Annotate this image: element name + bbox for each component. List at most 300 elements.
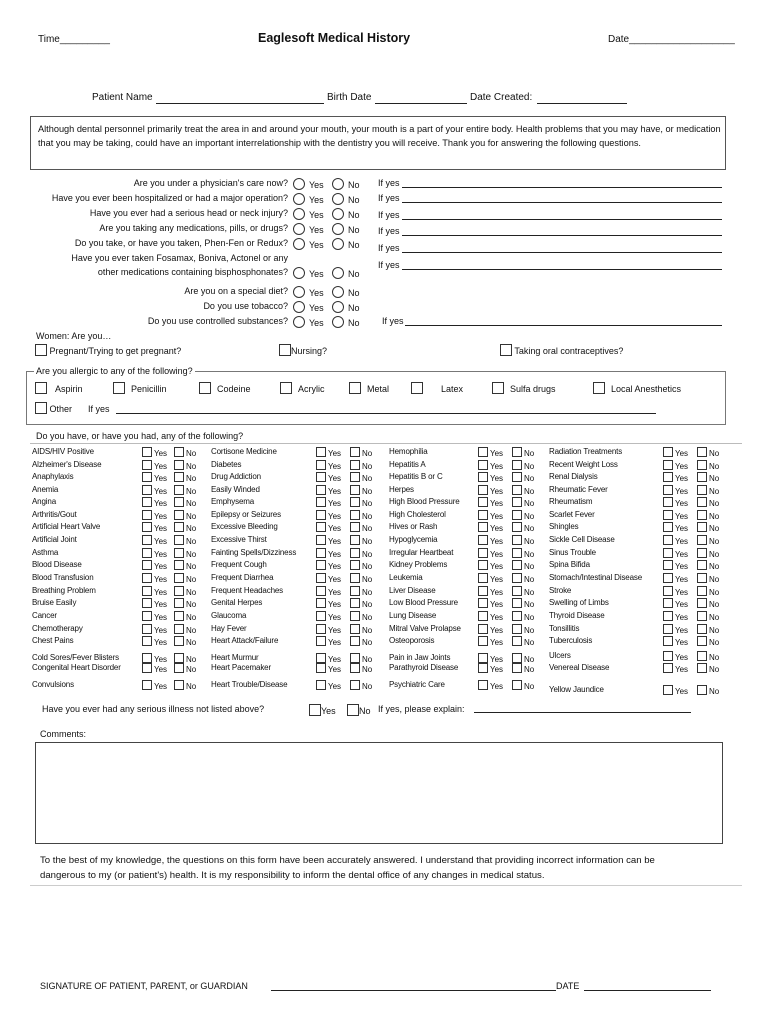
condition-no-option[interactable] [512,522,534,533]
condition-yes-checkbox[interactable] [316,522,326,532]
condition-yes-checkbox[interactable] [142,573,152,583]
condition-no-option[interactable] [350,535,372,546]
condition-no-checkbox[interactable] [697,510,707,520]
condition-no-checkbox[interactable] [174,447,184,457]
condition-no-option[interactable] [697,586,719,597]
yes-radio[interactable] [293,301,305,313]
pregnant-checkbox[interactable] [35,344,47,356]
no-radio[interactable] [332,301,344,313]
condition-yes-option[interactable] [142,560,167,571]
condition-yes-checkbox[interactable] [316,573,326,583]
condition-no-checkbox[interactable] [512,560,522,570]
allergy-option[interactable] [492,382,556,394]
condition-yes-option[interactable] [142,548,167,559]
condition-yes-option[interactable] [663,485,688,496]
condition-yes-checkbox[interactable] [478,548,488,558]
nursing-option[interactable] [279,344,327,356]
no-option[interactable] [332,238,360,250]
condition-yes-checkbox[interactable] [316,472,326,482]
if-yes-field[interactable] [402,219,722,220]
no-option[interactable] [332,193,360,205]
yes-option[interactable] [293,178,324,190]
condition-yes-option[interactable] [316,485,341,496]
condition-no-checkbox[interactable] [174,460,184,470]
pregnant-option[interactable] [35,344,181,356]
condition-yes-option[interactable] [478,560,503,571]
condition-yes-checkbox[interactable] [142,497,152,507]
condition-no-checkbox[interactable] [697,598,707,608]
condition-yes-checkbox[interactable] [478,680,488,690]
condition-yes-option[interactable] [142,598,167,609]
condition-no-option[interactable] [512,535,534,546]
condition-yes-checkbox[interactable] [663,611,673,621]
yes-radio[interactable] [293,223,305,235]
condition-no-checkbox[interactable] [697,586,707,596]
condition-yes-option[interactable] [316,497,341,508]
no-option[interactable] [332,208,360,220]
condition-yes-option[interactable] [142,573,167,584]
signature-date-field[interactable] [584,990,711,991]
condition-no-checkbox[interactable] [697,535,707,545]
condition-yes-option[interactable] [142,663,167,674]
condition-yes-checkbox[interactable] [142,460,152,470]
condition-no-checkbox[interactable] [350,510,360,520]
condition-yes-option[interactable] [663,472,688,483]
condition-no-option[interactable] [697,460,719,471]
condition-yes-option[interactable] [478,485,503,496]
comments-box[interactable] [35,742,723,844]
condition-yes-checkbox[interactable] [142,653,152,663]
contraceptives-option[interactable] [500,344,623,356]
condition-no-checkbox[interactable] [174,472,184,482]
condition-no-checkbox[interactable] [697,573,707,583]
date-created-field[interactable] [537,103,627,104]
condition-yes-checkbox[interactable] [316,624,326,634]
no-radio[interactable] [332,238,344,250]
condition-yes-checkbox[interactable] [316,663,326,673]
condition-yes-option[interactable] [478,510,503,521]
condition-no-option[interactable] [174,522,196,533]
condition-no-option[interactable] [350,460,372,471]
allergy-option[interactable] [113,382,167,394]
condition-no-checkbox[interactable] [697,651,707,661]
condition-no-option[interactable] [174,636,196,647]
condition-no-checkbox[interactable] [350,680,360,690]
no-option[interactable] [332,316,360,328]
condition-yes-option[interactable] [142,497,167,508]
condition-no-checkbox[interactable] [174,497,184,507]
condition-yes-checkbox[interactable] [663,460,673,470]
condition-yes-option[interactable] [142,447,167,458]
condition-yes-checkbox[interactable] [663,497,673,507]
condition-yes-checkbox[interactable] [478,653,488,663]
condition-yes-option[interactable] [478,447,503,458]
condition-no-option[interactable] [512,663,534,674]
condition-no-option[interactable] [697,522,719,533]
patient-name-field[interactable] [156,103,324,104]
condition-yes-checkbox[interactable] [478,447,488,457]
condition-no-option[interactable] [174,611,196,622]
condition-no-checkbox[interactable] [697,522,707,532]
condition-no-option[interactable] [512,624,534,635]
yes-option[interactable] [293,301,324,313]
condition-yes-checkbox[interactable] [663,651,673,661]
condition-yes-checkbox[interactable] [478,611,488,621]
condition-no-checkbox[interactable] [350,636,360,646]
condition-yes-checkbox[interactable] [316,510,326,520]
condition-yes-option[interactable] [478,522,503,533]
yes-radio[interactable] [293,316,305,328]
condition-yes-checkbox[interactable] [663,685,673,695]
condition-no-checkbox[interactable] [174,560,184,570]
allergy-checkbox[interactable] [492,382,504,394]
allergy-checkbox[interactable] [35,382,47,394]
yes-option[interactable] [293,286,324,298]
condition-no-checkbox[interactable] [350,522,360,532]
no-radio[interactable] [332,193,344,205]
condition-yes-checkbox[interactable] [316,447,326,457]
condition-yes-checkbox[interactable] [663,472,673,482]
condition-no-option[interactable] [697,663,719,674]
allergy-checkbox[interactable] [113,382,125,394]
allergy-option[interactable] [199,382,251,394]
serious-explain-field[interactable] [474,712,691,713]
condition-no-checkbox[interactable] [512,653,522,663]
condition-no-option[interactable] [697,510,719,521]
condition-no-option[interactable] [697,497,719,508]
condition-no-option[interactable] [350,611,372,622]
yes-option[interactable] [293,238,324,250]
condition-no-checkbox[interactable] [697,560,707,570]
condition-no-option[interactable] [174,485,196,496]
condition-no-checkbox[interactable] [174,624,184,634]
signature-field[interactable] [271,990,556,991]
condition-yes-option[interactable] [663,548,688,559]
condition-yes-checkbox[interactable] [478,522,488,532]
condition-yes-checkbox[interactable] [316,680,326,690]
condition-no-checkbox[interactable] [350,586,360,596]
condition-no-option[interactable] [350,510,372,521]
yes-radio[interactable] [293,267,305,279]
condition-no-checkbox[interactable] [697,472,707,482]
condition-yes-option[interactable] [316,560,341,571]
condition-no-checkbox[interactable] [350,560,360,570]
condition-yes-checkbox[interactable] [478,535,488,545]
if-yes-field[interactable] [402,252,722,253]
condition-no-checkbox[interactable] [174,573,184,583]
condition-yes-option[interactable] [316,663,341,674]
condition-yes-option[interactable] [663,535,688,546]
condition-no-checkbox[interactable] [697,485,707,495]
condition-no-option[interactable] [350,636,372,647]
condition-yes-option[interactable] [142,472,167,483]
condition-yes-option[interactable] [316,573,341,584]
condition-yes-checkbox[interactable] [663,447,673,457]
condition-yes-checkbox[interactable] [142,680,152,690]
condition-no-checkbox[interactable] [512,497,522,507]
condition-no-option[interactable] [512,611,534,622]
condition-no-checkbox[interactable] [350,447,360,457]
condition-yes-checkbox[interactable] [663,522,673,532]
condition-yes-option[interactable] [316,598,341,609]
condition-yes-checkbox[interactable] [478,663,488,673]
condition-no-option[interactable] [512,497,534,508]
condition-no-option[interactable] [697,548,719,559]
condition-yes-checkbox[interactable] [142,611,152,621]
condition-yes-checkbox[interactable] [663,560,673,570]
condition-yes-checkbox[interactable] [142,522,152,532]
condition-yes-checkbox[interactable] [142,548,152,558]
condition-yes-checkbox[interactable] [478,510,488,520]
condition-no-checkbox[interactable] [697,548,707,558]
condition-no-checkbox[interactable] [697,611,707,621]
if-yes-field[interactable] [402,202,722,203]
condition-yes-option[interactable] [478,611,503,622]
condition-yes-option[interactable] [142,485,167,496]
condition-yes-option[interactable] [663,447,688,458]
no-radio[interactable] [332,316,344,328]
condition-yes-option[interactable] [142,460,167,471]
condition-yes-checkbox[interactable] [316,586,326,596]
condition-no-option[interactable] [512,680,534,691]
condition-no-checkbox[interactable] [512,586,522,596]
condition-no-checkbox[interactable] [512,573,522,583]
no-option[interactable] [332,267,360,279]
condition-no-option[interactable] [174,447,196,458]
condition-no-checkbox[interactable] [174,680,184,690]
condition-yes-checkbox[interactable] [663,598,673,608]
condition-yes-checkbox[interactable] [142,485,152,495]
condition-no-checkbox[interactable] [512,535,522,545]
condition-yes-option[interactable] [142,586,167,597]
condition-no-option[interactable] [350,624,372,635]
condition-no-option[interactable] [512,510,534,521]
condition-yes-checkbox[interactable] [142,472,152,482]
condition-no-checkbox[interactable] [174,535,184,545]
condition-no-option[interactable] [174,680,196,691]
condition-no-checkbox[interactable] [512,611,522,621]
condition-yes-option[interactable] [663,522,688,533]
condition-yes-option[interactable] [316,624,341,635]
condition-no-checkbox[interactable] [512,598,522,608]
condition-no-option[interactable] [697,611,719,622]
condition-no-option[interactable] [512,485,534,496]
condition-yes-checkbox[interactable] [663,548,673,558]
condition-no-checkbox[interactable] [512,636,522,646]
condition-yes-option[interactable] [478,472,503,483]
condition-yes-option[interactable] [663,651,688,662]
condition-no-option[interactable] [174,472,196,483]
condition-yes-option[interactable] [663,685,688,696]
if-yes-field[interactable] [402,269,722,270]
condition-yes-option[interactable] [316,586,341,597]
condition-yes-checkbox[interactable] [663,636,673,646]
condition-no-option[interactable] [350,586,372,597]
yes-option[interactable] [293,208,324,220]
condition-no-checkbox[interactable] [512,460,522,470]
condition-no-checkbox[interactable] [350,485,360,495]
condition-yes-checkbox[interactable] [663,573,673,583]
condition-no-checkbox[interactable] [350,663,360,673]
condition-no-option[interactable] [697,560,719,571]
condition-no-option[interactable] [512,548,534,559]
condition-no-option[interactable] [350,598,372,609]
condition-yes-checkbox[interactable] [316,548,326,558]
condition-no-option[interactable] [512,573,534,584]
condition-yes-option[interactable] [663,636,688,647]
allergy-option[interactable] [593,382,681,394]
condition-no-checkbox[interactable] [512,663,522,673]
contraceptives-checkbox[interactable] [500,344,512,356]
condition-yes-option[interactable] [478,624,503,635]
condition-no-checkbox[interactable] [512,472,522,482]
condition-yes-option[interactable] [478,636,503,647]
condition-yes-option[interactable] [142,535,167,546]
condition-no-checkbox[interactable] [697,685,707,695]
condition-yes-checkbox[interactable] [663,663,673,673]
condition-yes-checkbox[interactable] [663,510,673,520]
condition-yes-option[interactable] [478,497,503,508]
condition-yes-checkbox[interactable] [142,510,152,520]
condition-yes-checkbox[interactable] [316,497,326,507]
allergy-option[interactable] [411,382,463,394]
condition-no-checkbox[interactable] [512,510,522,520]
birth-date-field[interactable] [375,103,467,104]
condition-no-checkbox[interactable] [350,548,360,558]
condition-no-checkbox[interactable] [350,535,360,545]
condition-yes-checkbox[interactable] [478,624,488,634]
allergy-checkbox[interactable] [411,382,423,394]
yes-radio[interactable] [293,193,305,205]
condition-no-checkbox[interactable] [512,624,522,634]
condition-yes-checkbox[interactable] [316,611,326,621]
condition-no-option[interactable] [350,680,372,691]
condition-yes-checkbox[interactable] [663,485,673,495]
condition-yes-checkbox[interactable] [478,636,488,646]
no-radio[interactable] [332,286,344,298]
condition-yes-option[interactable] [478,598,503,609]
condition-yes-option[interactable] [142,624,167,635]
condition-no-checkbox[interactable] [174,598,184,608]
condition-no-option[interactable] [697,598,719,609]
condition-yes-option[interactable] [316,636,341,647]
condition-yes-option[interactable] [663,624,688,635]
condition-no-option[interactable] [512,598,534,609]
condition-yes-option[interactable] [316,460,341,471]
condition-no-option[interactable] [174,510,196,521]
condition-yes-option[interactable] [663,560,688,571]
condition-no-checkbox[interactable] [697,447,707,457]
condition-no-option[interactable] [350,573,372,584]
condition-yes-option[interactable] [478,573,503,584]
condition-no-checkbox[interactable] [512,522,522,532]
condition-yes-checkbox[interactable] [316,636,326,646]
condition-yes-option[interactable] [478,535,503,546]
condition-no-option[interactable] [697,472,719,483]
yes-radio[interactable] [293,238,305,250]
condition-yes-option[interactable] [663,460,688,471]
condition-no-checkbox[interactable] [350,497,360,507]
condition-yes-option[interactable] [142,510,167,521]
condition-yes-option[interactable] [142,680,167,691]
no-radio[interactable] [332,267,344,279]
nursing-checkbox[interactable] [279,344,291,356]
condition-yes-checkbox[interactable] [316,460,326,470]
condition-yes-checkbox[interactable] [663,624,673,634]
condition-yes-option[interactable] [478,548,503,559]
condition-no-option[interactable] [174,598,196,609]
condition-yes-checkbox[interactable] [142,663,152,673]
allergy-checkbox[interactable] [593,382,605,394]
condition-no-checkbox[interactable] [350,573,360,583]
condition-no-option[interactable] [174,573,196,584]
condition-no-checkbox[interactable] [174,548,184,558]
condition-no-checkbox[interactable] [350,624,360,634]
condition-yes-checkbox[interactable] [478,598,488,608]
condition-no-option[interactable] [174,460,196,471]
yes-option[interactable] [293,316,324,328]
yes-option[interactable] [293,267,324,279]
serious-no-checkbox[interactable] [347,704,359,716]
condition-yes-checkbox[interactable] [316,653,326,663]
condition-no-option[interactable] [174,663,196,674]
condition-yes-option[interactable] [663,586,688,597]
condition-no-checkbox[interactable] [512,680,522,690]
no-radio[interactable] [332,208,344,220]
condition-yes-checkbox[interactable] [142,535,152,545]
condition-yes-option[interactable] [316,680,341,691]
condition-no-checkbox[interactable] [512,447,522,457]
condition-yes-option[interactable] [316,447,341,458]
no-option[interactable] [332,178,360,190]
condition-no-option[interactable] [697,636,719,647]
condition-yes-checkbox[interactable] [316,560,326,570]
allergy-checkbox[interactable] [349,382,361,394]
condition-yes-option[interactable] [663,573,688,584]
condition-no-option[interactable] [512,460,534,471]
if-yes-field[interactable] [405,325,722,326]
yes-option[interactable] [293,223,324,235]
condition-no-checkbox[interactable] [174,611,184,621]
condition-no-option[interactable] [350,485,372,496]
condition-no-option[interactable] [174,586,196,597]
condition-yes-option[interactable] [142,636,167,647]
condition-yes-option[interactable] [316,535,341,546]
yes-radio[interactable] [293,208,305,220]
condition-yes-option[interactable] [663,611,688,622]
no-option[interactable] [332,301,360,313]
condition-no-option[interactable] [174,535,196,546]
condition-no-option[interactable] [350,560,372,571]
condition-no-checkbox[interactable] [174,653,184,663]
condition-yes-option[interactable] [663,497,688,508]
condition-yes-option[interactable] [478,680,503,691]
condition-no-option[interactable] [697,447,719,458]
condition-no-checkbox[interactable] [350,653,360,663]
condition-yes-checkbox[interactable] [316,535,326,545]
condition-no-option[interactable] [697,651,719,662]
allergy-option[interactable] [349,382,389,394]
condition-no-checkbox[interactable] [697,497,707,507]
condition-no-option[interactable] [697,485,719,496]
condition-no-option[interactable] [697,685,719,696]
condition-no-option[interactable] [512,636,534,647]
if-yes-field[interactable] [402,187,722,188]
condition-no-checkbox[interactable] [350,460,360,470]
condition-yes-checkbox[interactable] [663,535,673,545]
condition-yes-checkbox[interactable] [478,573,488,583]
condition-no-option[interactable] [512,472,534,483]
